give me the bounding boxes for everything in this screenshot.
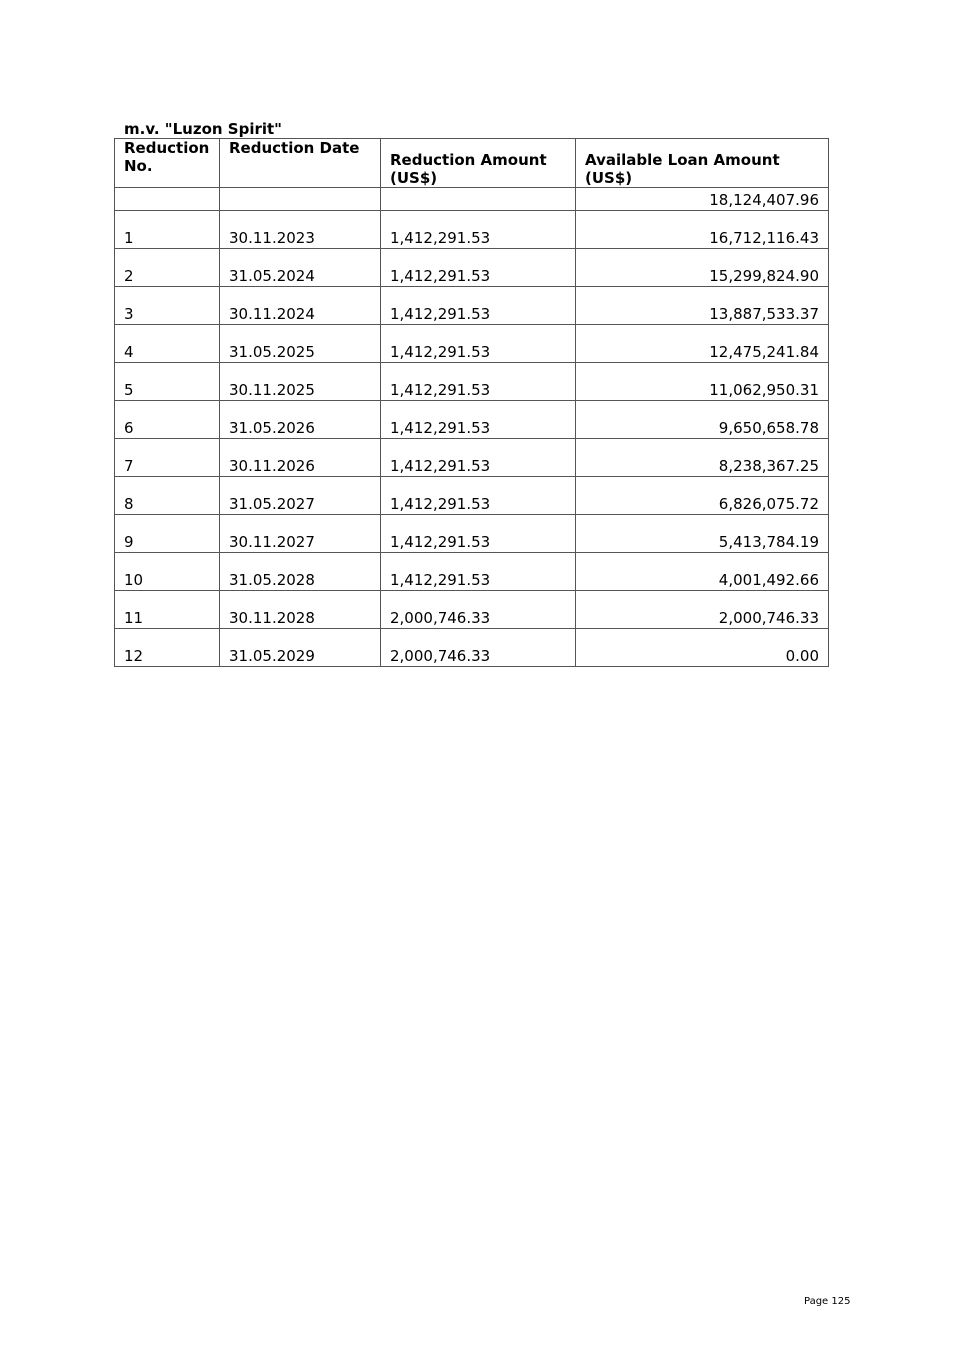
reduction-date-cell: 30.11.2028 [220, 591, 381, 629]
available-loan-amount-cell: 9,650,658.78 [576, 401, 829, 439]
table-row [115, 515, 829, 553]
reduction-date-cell: 30.11.2024 [220, 287, 381, 325]
reduction-amount-cell: 1,412,291.53 [381, 477, 576, 515]
reduction-no-cell: 6 [115, 401, 220, 439]
available-loan-amount-cell: 8,238,367.25 [576, 439, 829, 477]
reduction-date-cell: 31.05.2026 [220, 401, 381, 439]
available-loan-amount-cell: 2,000,746.33 [576, 591, 829, 629]
vessel-title: m.v. "Luzon Spirit" [124, 120, 282, 138]
reduction-date-cell: 30.11.2027 [220, 515, 381, 553]
reduction-date-cell: 30.11.2025 [220, 363, 381, 401]
reduction-no-cell: 4 [115, 325, 220, 363]
reduction-date-cell: 31.05.2027 [220, 477, 381, 515]
table-row [115, 629, 829, 667]
reduction-no-cell: 10 [115, 553, 220, 591]
reduction-no-cell: 3 [115, 287, 220, 325]
table-row [115, 249, 829, 287]
table-row [115, 401, 829, 439]
reduction-no-cell: 5 [115, 363, 220, 401]
reduction-no-cell: 8 [115, 477, 220, 515]
reduction-amount-cell: 1,412,291.53 [381, 287, 576, 325]
table-row [115, 439, 829, 477]
reduction-date-cell: 31.05.2025 [220, 325, 381, 363]
available-loan-amount-cell: 16,712,116.43 [576, 211, 829, 249]
reduction-no-cell: 9 [115, 515, 220, 553]
available-loan-amount-cell: 15,299,824.90 [576, 249, 829, 287]
available-loan-amount-cell: 4,001,492.66 [576, 553, 829, 591]
reduction-date-cell: 31.05.2024 [220, 249, 381, 287]
table-cell-empty [115, 188, 220, 211]
opening-balance: 18,124,407.96 [576, 188, 829, 211]
reduction-no-cell: 7 [115, 439, 220, 477]
header-reduction-no: Reduction No. [115, 139, 220, 188]
reduction-amount-cell: 1,412,291.53 [381, 249, 576, 287]
table-cell-empty [220, 188, 381, 211]
available-loan-amount-cell: 12,475,241.84 [576, 325, 829, 363]
reduction-no-cell: 1 [115, 211, 220, 249]
page-number: Page 125 [804, 1296, 851, 1307]
header-available-loan-amount: Available Loan Amount (US$) [576, 139, 829, 188]
table-row [115, 363, 829, 401]
reduction-date-cell: 31.05.2028 [220, 553, 381, 591]
table-row [115, 553, 829, 591]
opening-balance-row [115, 188, 829, 211]
reduction-amount-cell: 1,412,291.53 [381, 553, 576, 591]
table-row [115, 325, 829, 363]
reduction-date-cell: 30.11.2023 [220, 211, 381, 249]
available-loan-amount-cell: 11,062,950.31 [576, 363, 829, 401]
reduction-amount-cell: 1,412,291.53 [381, 439, 576, 477]
reduction-date-cell: 30.11.2026 [220, 439, 381, 477]
table-row [115, 477, 829, 515]
table-body [115, 188, 829, 667]
reduction-amount-cell: 1,412,291.53 [381, 211, 576, 249]
reduction-no-cell: 2 [115, 249, 220, 287]
table-header-row [115, 139, 829, 188]
header-reduction-date: Reduction Date [220, 139, 381, 188]
reduction-no-cell: 11 [115, 591, 220, 629]
reduction-no-cell: 12 [115, 629, 220, 667]
table-cell-empty [381, 188, 576, 211]
reduction-amount-cell: 2,000,746.33 [381, 629, 576, 667]
available-loan-amount-cell: 5,413,784.19 [576, 515, 829, 553]
reduction-amount-cell: 1,412,291.53 [381, 515, 576, 553]
reduction-amount-cell: 1,412,291.53 [381, 363, 576, 401]
reduction-amount-cell: 1,412,291.53 [381, 401, 576, 439]
header-reduction-amount: Reduction Amount (US$) [381, 139, 576, 188]
reduction-amount-cell: 2,000,746.33 [381, 591, 576, 629]
reduction-amount-cell: 1,412,291.53 [381, 325, 576, 363]
table-row [115, 211, 829, 249]
reduction-schedule-table [114, 138, 829, 667]
reduction-date-cell: 31.05.2029 [220, 629, 381, 667]
available-loan-amount-cell: 13,887,533.37 [576, 287, 829, 325]
available-loan-amount-cell: 6,826,075.72 [576, 477, 829, 515]
available-loan-amount-cell: 0.00 [576, 629, 829, 667]
table-row [115, 287, 829, 325]
table-row [115, 591, 829, 629]
